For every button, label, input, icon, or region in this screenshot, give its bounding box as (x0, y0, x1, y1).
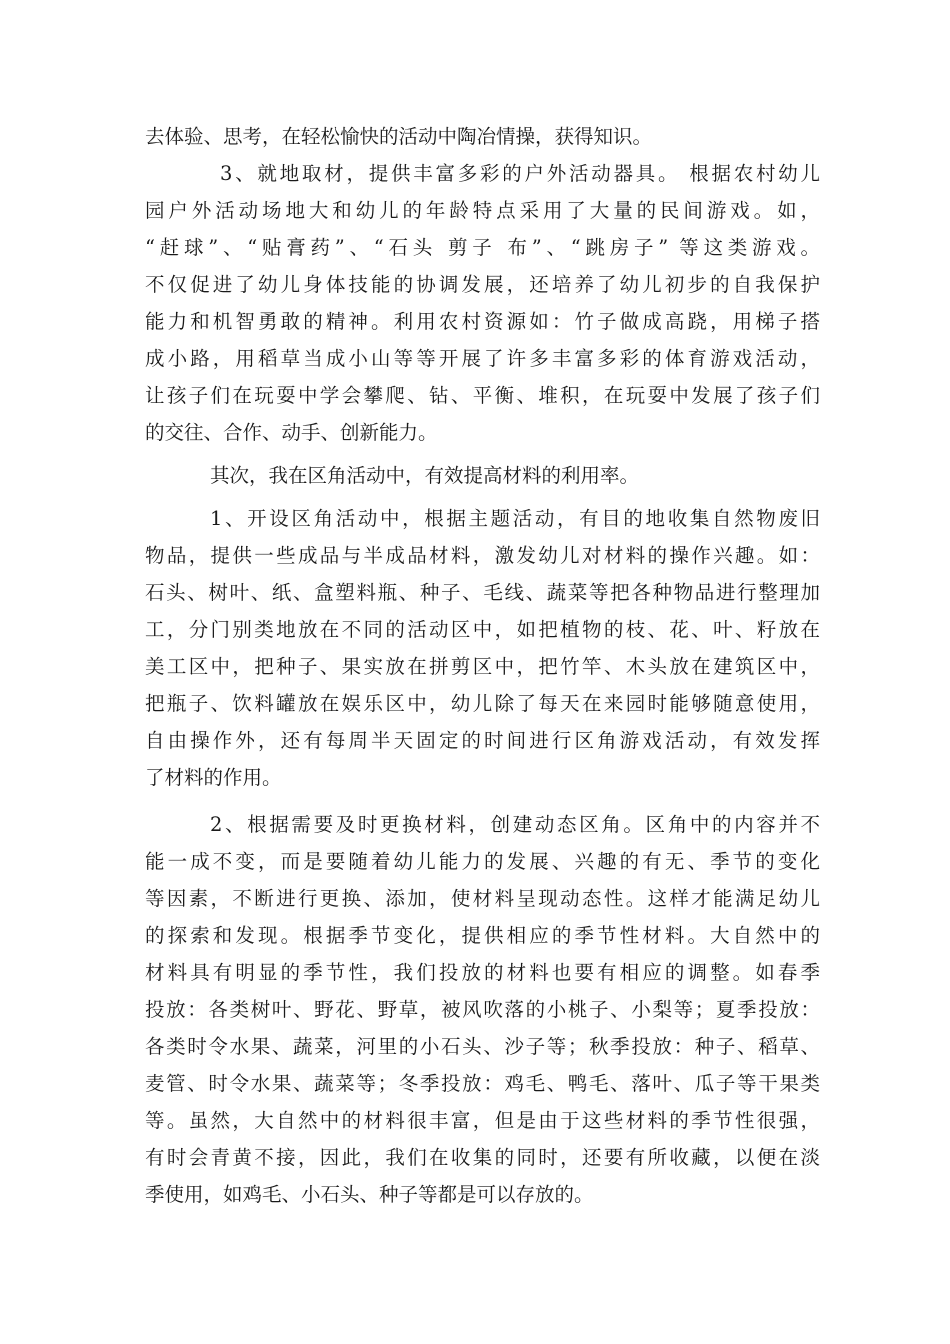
paragraph (145, 155, 820, 451)
text-line: 成小路，用稻草当成小山等等开展了许多丰富多彩的体育游戏活动， (145, 347, 820, 370)
text-line: 投放：各类树叶、野花、野草，被风吹落的小桃子、小梨等；夏季投放： (145, 998, 820, 1021)
text-line: 季使用，如鸡毛、小石头、种子等都是可以存放的。 (145, 1183, 594, 1206)
text-line: 自由操作外，还有每周半天固定的时间进行区角游戏活动，有效发挥 (145, 729, 820, 752)
text-line: 能力和机智勇敢的精神。利用农村资源如：竹子做成高跷，用梯子搭 (145, 310, 820, 333)
text-line: 其次，我在区角活动中，有效提高材料的利用率。 (210, 464, 640, 487)
text-line: 工，分门别类地放在不同的活动区中，如把植物的枝、花、叶、籽放在 (145, 618, 820, 641)
text-line: 园户外活动场地大和幼儿的年龄特点采用了大量的民间游戏。如， (145, 199, 820, 222)
text-line: 3、就地取材，提供丰富多彩的户外活动器具。 根据农村幼儿 (220, 162, 820, 185)
body-text (145, 118, 820, 1213)
text-line: 物品，提供一些成品与半成品材料，激发幼儿对材料的操作兴趣。如： (145, 544, 820, 567)
text-line: 材料具有明显的季节性，我们投放的材料也要有相应的调整。如春季 (145, 961, 820, 984)
text-line: 1、开设区角活动中，根据主题活动，有目的地收集自然物废旧 (210, 507, 820, 530)
text-line: 能一成不变，而是要随着幼儿能力的发展、兴趣的有无、季节的变化 (145, 850, 820, 873)
text-line: 了材料的作用。 (145, 766, 282, 789)
text-line: 的交往、合作、动手、创新能力。 (145, 421, 438, 444)
text-line: 让孩子们在玩耍中学会攀爬、钻、平衡、堆积，在玩耍中发展了孩子们 (145, 384, 820, 407)
text-line: 等因素，不断进行更换、添加，使材料呈现动态性。这样才能满足幼儿 (145, 887, 820, 910)
text-line: “赶球”、“贴膏药”、“石头 剪子 布”、“跳房子” 等这类游戏。 (145, 236, 820, 259)
paragraph (145, 500, 820, 796)
text-line: 各类时令水果、蔬菜，河里的小石头、沙子等；秋季投放：种子、稻草、 (145, 1035, 820, 1058)
paragraph (145, 806, 820, 1213)
text-line: 去体验、思考，在轻松愉快的活动中陶冶情操，获得知识。 (145, 125, 653, 148)
paragraph (145, 457, 820, 494)
text-line: 不仅促进了幼儿身体技能的协调发展，还培养了幼儿初步的自我保护 (145, 273, 820, 296)
text-line: 等。虽然，大自然中的材料很丰富，但是由于这些材料的季节性很强， (145, 1109, 820, 1132)
text-line: 的探索和发现。根据季节变化，提供相应的季节性材料。大自然中的 (145, 924, 820, 947)
text-line: 2、根据需要及时更换材料，创建动态区角。区角中的内容并不 (210, 813, 820, 836)
text-line: 美工区中，把种子、果实放在拼剪区中，把竹竿、木头放在建筑区中， (145, 655, 820, 678)
text-line: 麦管、时令水果、蔬菜等；冬季投放：鸡毛、鸭毛、落叶、瓜子等干果类 (145, 1072, 820, 1095)
text-line: 石头、树叶、纸、盒塑料瓶、种子、毛线、蔬菜等把各种物品进行整理加 (145, 581, 820, 604)
text-line: 把瓶子、饮料罐放在娱乐区中，幼儿除了每天在来园时能够随意使用， (145, 692, 820, 715)
text-line: 有时会青黄不接，因此，我们在收集的同时，还要有所收藏，以便在淡 (145, 1146, 820, 1169)
paragraph (145, 118, 820, 155)
